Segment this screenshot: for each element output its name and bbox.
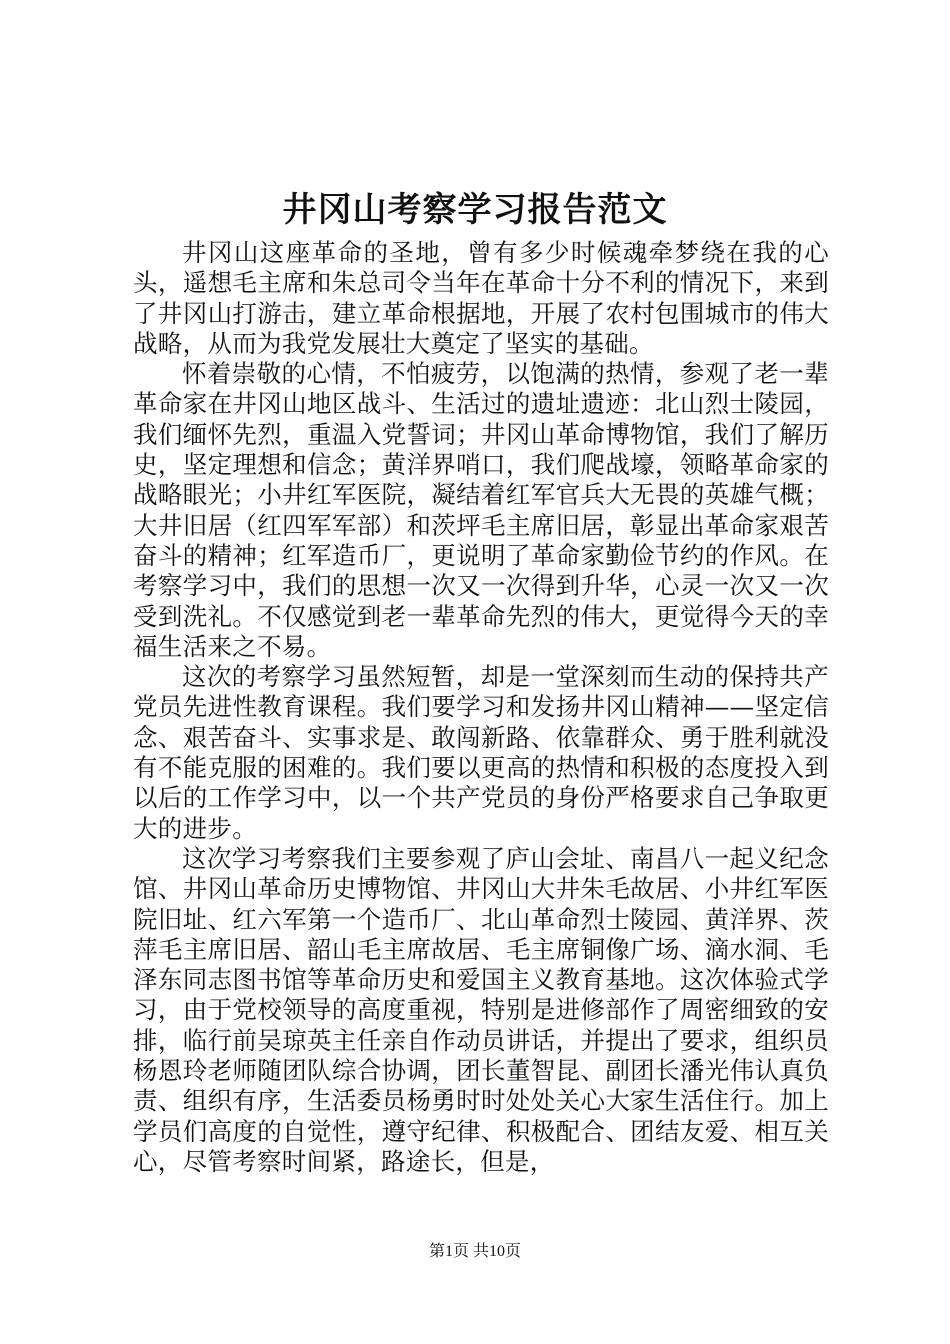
paragraph-1: 井冈山这座革命的圣地，曾有多少时候魂牵梦绕在我的心头，遥想毛主席和朱总司令当年在革命十分不利的情况下，来到了井冈山打游击，建立革命根据地，开展了农村包围城市的伟大战略，从而为我党发展壮大奠定了坚实的基础。 xyxy=(133,238,829,358)
document-body xyxy=(133,238,829,1177)
paragraph-3: 这次的考察学习虽然短暂，却是一堂深刻而生动的保持共产党员先进性教育课程。我们要学习和发扬井冈山精神——坚定信念、艰苦奋斗、实事求是、敢闯新路、依靠群众、勇于胜利就没有不能克服的困难的。我们要以更高的热情和积极的态度投入到以后的工作学习中，以一个共产党员的身份严格要求自己争取更大的进步。 xyxy=(133,662,829,843)
page-footer: 第1页 共10页 xyxy=(428,1243,521,1260)
document-title: 井冈山考察学习报告范文 xyxy=(282,190,668,230)
paragraph-2: 怀着崇敬的心情，不怕疲劳，以饱满的热情，参观了老一辈革命家在井冈山地区战斗、生活过的遗址遗迹：北山烈士陵园，我们缅怀先烈，重温入党誓词；井冈山革命博物馆，我们了解历史，坚定理想和信念；黄洋界哨口，我们爬战壕，领略革命家的战略眼光；小井红军医院，凝结着红军官兵大无畏的英雄气概；大井旧居（红四军军部）和茨坪毛主席旧居，彰显出革命家艰苦奋斗的精神；红军造币厂，更说明了革命家勤俭节约的作风。在考察学习中，我们的思想一次又一次得到升华，心灵一次又一次受到洗礼。不仅感觉到老一辈革命先烈的伟大，更觉得今天的幸福生活来之不易。 xyxy=(133,359,829,661)
paragraph-4: 这次学习考察我们主要参观了庐山会址、南昌八一起义纪念馆、井冈山革命历史博物馆、井冈山大井朱毛故居、小井红军医院旧址、红六军第一个造币厂、北山革命烈士陵园、黄洋界、茨萍毛主席旧居、韶山毛主席故居、毛主席铜像广场、滴水洞、毛泽东同志图书馆等革命历史和爱国主义教育基地。这次体验式学习，由于党校领导的高度重视，特别是进修部作了周密细致的安排，临行前吴琼英主任亲自作动员讲话，并提出了要求，组织员杨恩玲老师随团队综合协调，团长董智昆、副团长潘光伟认真负责、组织有序，生活委员杨勇时时处处关心大家生活住行。加上学员们高度的自觉性，遵守纪律、积极配合、团结友爱、相互关心，尽管考察时间紧，路途长，但是， xyxy=(133,843,829,1176)
